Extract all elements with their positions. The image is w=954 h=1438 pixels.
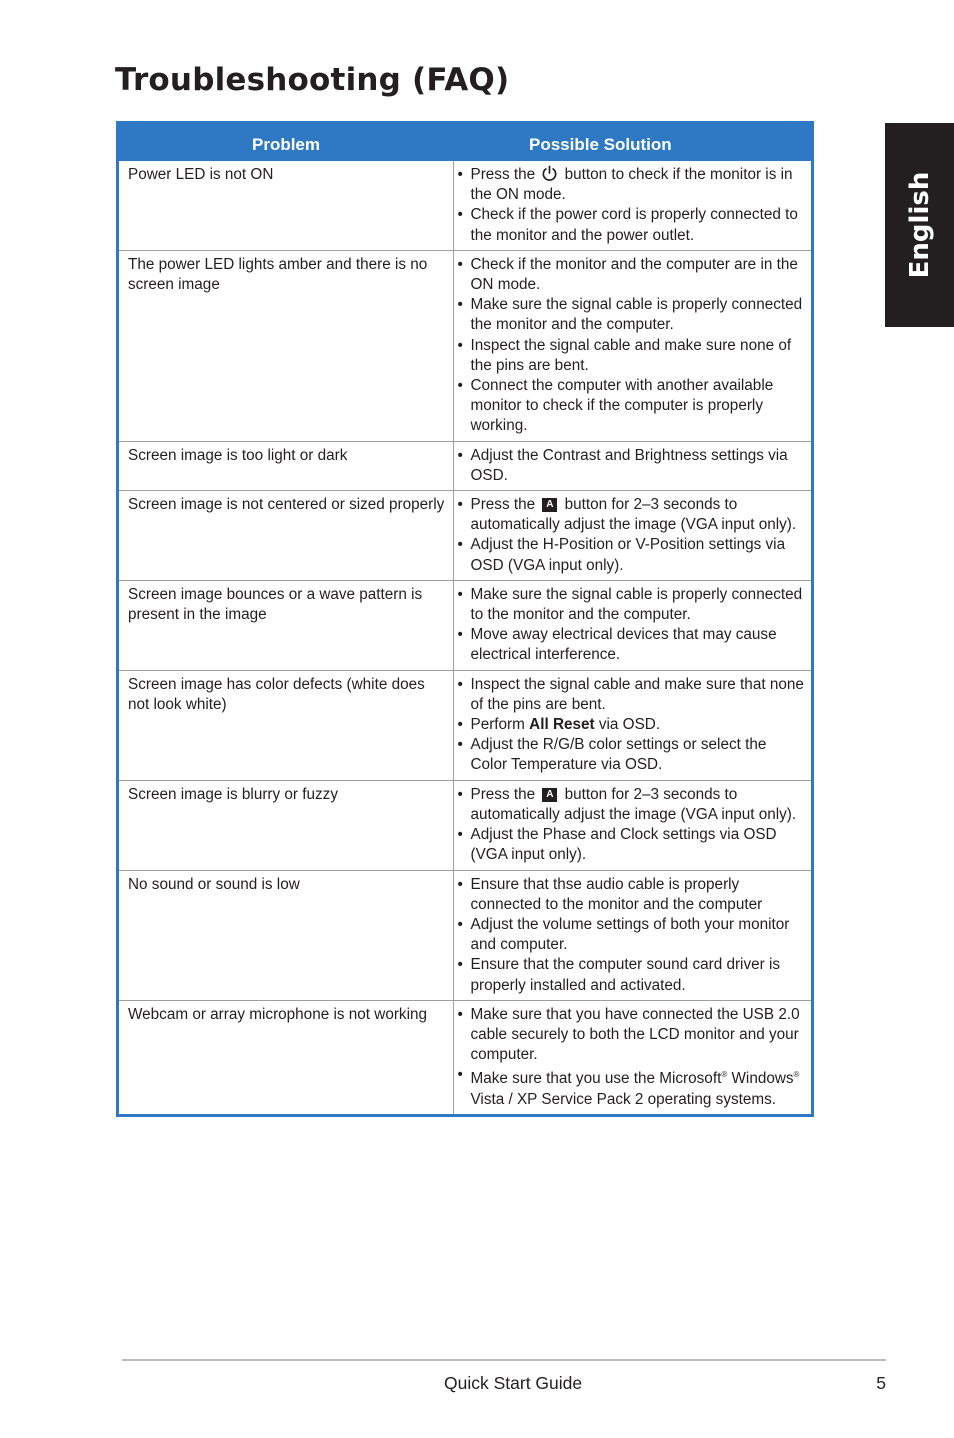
solution-text: button for 2–3 seconds to automatically adjust the image (VGA input only). (470, 785, 797, 823)
problem-cell: Screen image is blurry or fuzzy (119, 780, 453, 870)
solution-cell (453, 250, 811, 441)
problem-cell: The power LED lights amber and there is no screen image (119, 250, 453, 441)
solution-item: • Ensure that the computer sound card driver is properly installed and activated. (458, 955, 808, 995)
table-row (119, 780, 811, 870)
solution-text: via OSD. (594, 716, 661, 734)
solution-item: • Inspect the signal cable and make sure none of the pins are bent. (458, 336, 808, 376)
table-row (119, 250, 811, 441)
table-row (119, 870, 811, 1000)
footer-divider (122, 1359, 886, 1361)
solution-cell (453, 780, 811, 870)
solution-item: • Adjust the volume settings of both your monitor and computer. (458, 915, 808, 955)
problem-cell: Power LED is not ON (119, 161, 453, 250)
table-row (119, 580, 811, 670)
solution-cell (453, 1000, 811, 1114)
solution-item (458, 495, 808, 535)
solution-item: • Adjust the H-Position or V-Position settings via OSD (VGA input only). (458, 535, 808, 575)
solution-item: • Connect the computer with another available monitor to check if the computer is properly working. (458, 376, 808, 437)
solution-text: Press the (470, 785, 540, 803)
solution-item: • Make sure the signal cable is properly connected to the monitor and the computer. (458, 585, 808, 625)
header-possible-solution: Possible Solution (453, 124, 811, 161)
solution-item: • Adjust the Contrast and Brightness settings via OSD. (458, 446, 808, 486)
solution-item (458, 785, 808, 825)
faq-table-body (119, 161, 811, 1114)
solution-text: Vista / XP Service Pack 2 operating systems. (470, 1090, 777, 1108)
solution-item: • Check if the monitor and the computer are in the ON mode. (458, 255, 808, 295)
header-problem: Problem (119, 124, 453, 161)
table-row (119, 441, 811, 490)
faq-table-header (119, 124, 811, 161)
problem-cell: Screen image is too light or dark (119, 441, 453, 490)
problem-cell: Screen image bounces or a wave pattern is present in the image (119, 580, 453, 670)
solution-item (458, 715, 808, 735)
faq-table (119, 124, 811, 1114)
solution-cell (453, 161, 811, 250)
solution-item: • Adjust the Phase and Clock settings via OSD (VGA input only). (458, 825, 808, 865)
auto-adjust-icon: A (542, 788, 557, 802)
solution-text: Press the (470, 496, 540, 514)
solution-item (458, 1065, 808, 1109)
solution-item: • Ensure that thse audio cable is properly connected to the monitor and the computer (458, 875, 808, 915)
page-title: Troubleshooting (FAQ) (115, 62, 510, 98)
solution-text: Perform (470, 716, 530, 734)
table-row (119, 1000, 811, 1114)
problem-cell: Webcam or array microphone is not working (119, 1000, 453, 1114)
power-icon (541, 165, 558, 182)
solution-item: • Make sure the signal cable is properly connected the monitor and the computer. (458, 295, 808, 335)
solution-item: • Adjust the R/G/B color settings or select the Color Temperature via OSD. (458, 735, 808, 775)
solution-cell (453, 870, 811, 1000)
registered-mark: ® (793, 1070, 800, 1080)
solution-item (458, 165, 808, 205)
solution-cell (453, 670, 811, 780)
solution-cell (453, 491, 811, 581)
solution-text: button for 2–3 seconds to automatically adjust the image (VGA input only). (470, 496, 797, 534)
solution-emphasis: All Reset (529, 716, 595, 734)
solution-text: button to check if the monitor is in the ON mode. (470, 166, 793, 204)
solution-text: Make sure that you use the Microsoft (470, 1070, 722, 1088)
auto-adjust-icon: A (542, 498, 557, 512)
table-row (119, 670, 811, 780)
language-tab-label: English (904, 171, 935, 279)
solution-text: Press the (470, 166, 540, 183)
solution-item: • Make sure that you have connected the USB 2.0 cable securely to both the LCD monitor and your computer. (458, 1005, 808, 1066)
solution-cell (453, 441, 811, 490)
problem-cell: No sound or sound is low (119, 870, 453, 1000)
table-row (119, 161, 811, 250)
solution-cell (453, 580, 811, 670)
solution-text: Windows (727, 1070, 794, 1088)
language-tab (885, 123, 954, 327)
table-row (119, 491, 811, 581)
problem-cell: Screen image has color defects (white does not look white) (119, 670, 453, 780)
footer-guide-label: Quick Start Guide (444, 1373, 583, 1393)
footer-page-number: 5 (876, 1373, 886, 1393)
solution-item: • Check if the power cord is properly connected to the monitor and the power outlet. (458, 205, 808, 245)
registered-mark: ® (721, 1070, 728, 1080)
solution-item: • Move away electrical devices that may cause electrical interference. (458, 625, 808, 665)
solution-item: • Inspect the signal cable and make sure that none of the pins are bent. (458, 675, 808, 715)
faq-table-frame (116, 121, 814, 1117)
problem-cell: Screen image is not centered or sized properly (119, 491, 453, 581)
